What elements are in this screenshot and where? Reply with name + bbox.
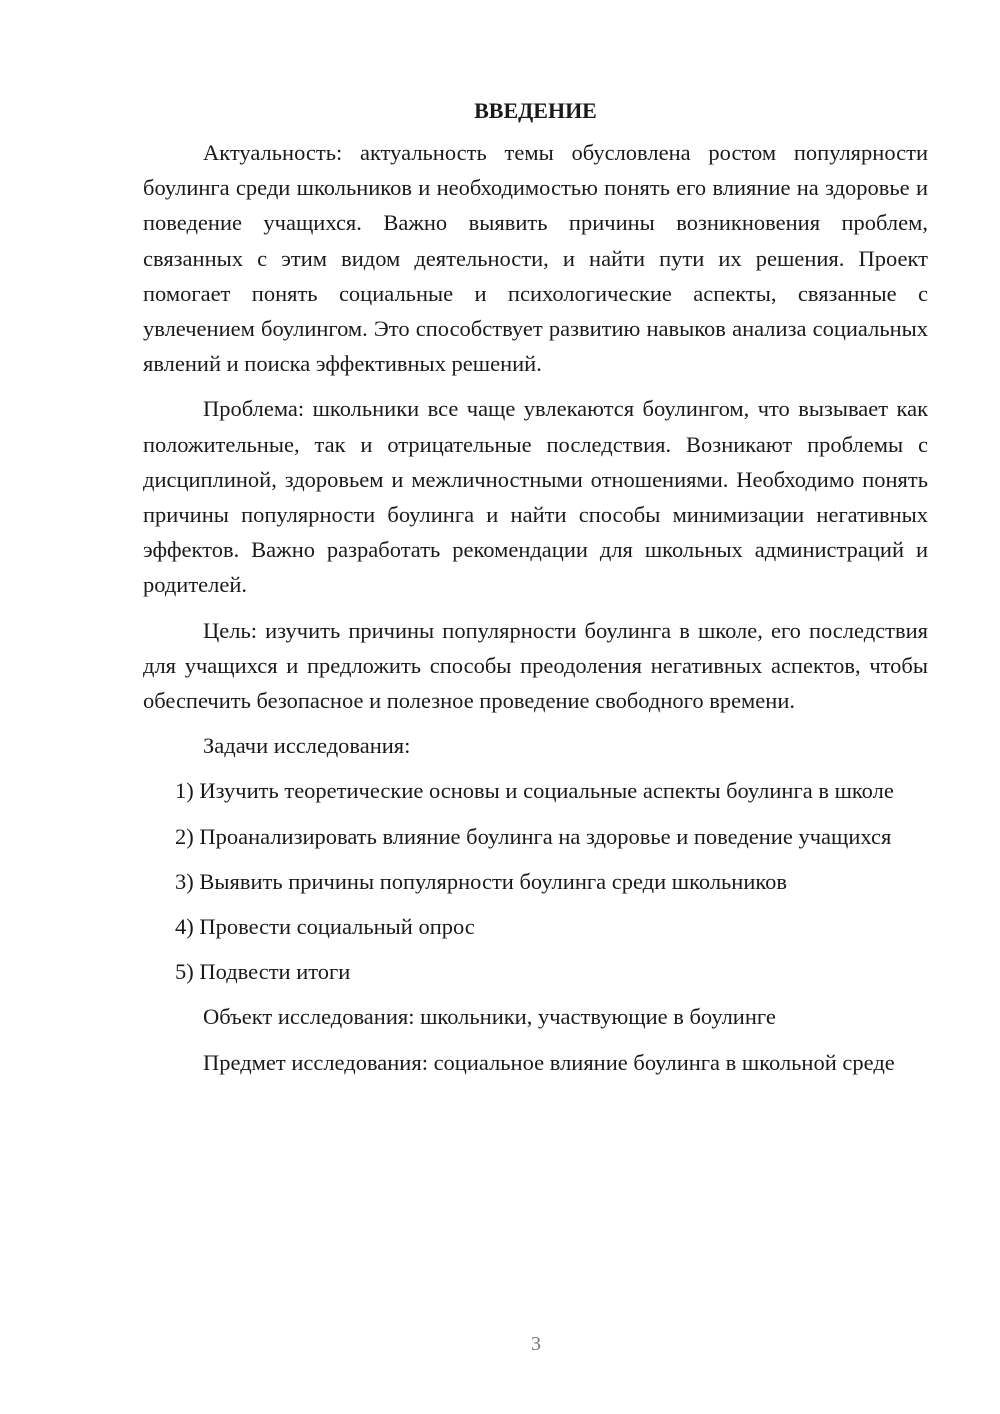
task-item-3: 3) Выявить причины популярности боулинга среди школьников — [175, 868, 788, 894]
research-subject: Предмет исследования: социальное влияние боулинга в школьной среде — [203, 1049, 895, 1075]
research-object: Объект исследования: школьники, участвующие в боулинге — [203, 1004, 776, 1030]
page-content — [143, 96, 928, 1090]
task-item-5: 5) Подвести итоги — [175, 959, 351, 985]
paragraph-problem: Проблема: школьники все чаще увлекаются боулингом, что вызывает как положительные, так и отрицательные последствия. Возникают проблемы с дисциплиной, здоровьем и межличностными отношениями. Необходимо понять причины популярности боулинга и найти способы минимизации негативных эффектов. Важно разработать рекомендации для школьных администраций и родителей. — [143, 396, 928, 598]
tasks-heading: Задачи исследования: — [203, 733, 411, 759]
paragraph-relevance: Актуальность: актуальность темы обусловлена ростом популярности боулинга среди школьников и необходимостью понять его влияние на здоровье и поведение учащихся. Важно выявить причины возникновения проблем, связанных с этим видом деятельности, и найти пути их решения. Проект помогает понять социальные и психологические аспекты, связанные с увлечением боулингом. Это способствует развитию навыков анализа социальных явлений и поиска эффективных решений. — [143, 140, 928, 377]
page-number: 3 — [531, 1333, 541, 1355]
task-item-1: 1) Изучить теоретические основы и социальные аспекты боулинга в школе — [175, 778, 894, 804]
task-item-2: 2) Проанализировать влияние боулинга на здоровье и поведение учащихся — [175, 823, 892, 849]
section-title: ВВЕДЕНИЕ — [474, 98, 597, 123]
paragraph-goal: Цель: изучить причины популярности боулинга в школе, его последствия для учащихся и предложить способы преодоления негативных аспектов, чтобы обеспечить безопасное и полезное проведение свободного времени. — [143, 617, 928, 714]
task-item-4: 4) Провести социальный опрос — [175, 914, 475, 940]
